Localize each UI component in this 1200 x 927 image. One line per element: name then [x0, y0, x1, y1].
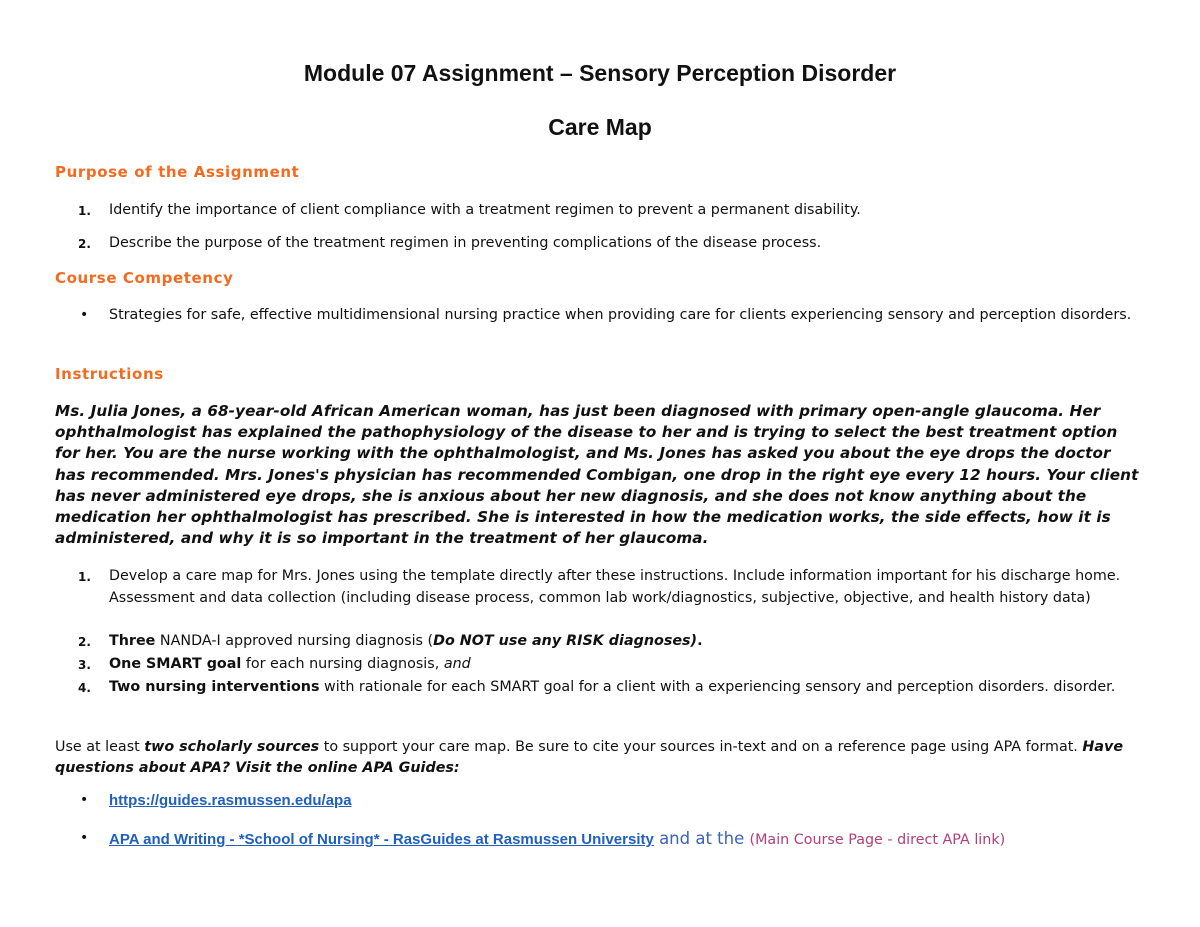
list-number: 3. — [78, 658, 91, 672]
section-heading-instructions: Instructions — [55, 365, 164, 383]
case-scenario: Ms. Julia Jones, a 68-year-old African American woman, has just been diagnosed with primary open-angle glaucoma. Her ophthalmologist has explained the pathophysiology of the disease to her and is trying to select the best treatment option for her. You are the nurse working with the ophthalmologist, and Ms. Jones has asked you about the eye drops the doctor has recommended. Mrs. Jones's physician has recommended Combigan, one drop in the right eye every 12 hours. Your client has never administered eye drops, she is anxious about her new diagnosis, and she does not know anything about the medication her ophthalmologist has prescribed. She is interested in how the medication works, the side effects, how it is administered, and why it is so important in the treatment of her glaucoma. — [55, 402, 1139, 548]
list-number: 2. — [78, 237, 91, 251]
emphasis-text: Three — [109, 633, 156, 649]
list-item-text — [109, 654, 1149, 676]
bullet-icon: • — [80, 830, 89, 846]
bullet-icon: • — [80, 792, 89, 808]
list-item-text: Identify the importance of client compliance with a treatment regimen to prevent a permanent disability. — [109, 202, 861, 218]
emphasis-text: Have questions about APA? Visit the online APA Guides: — [55, 739, 1124, 776]
plain-text: and at the — [653, 829, 750, 848]
plain-text: for each nursing diagnosis, — [241, 656, 444, 672]
list-number: 4. — [78, 681, 91, 695]
list-number: 1. — [78, 204, 91, 218]
emphasis-text: One SMART goal — [109, 656, 242, 672]
emphasis-text: and — [443, 656, 471, 672]
list-item-text: Strategies for safe, effective multidimensional nursing practice when providing care for clients experiencing sensory and perception disorders. — [109, 307, 1132, 323]
list-number: 2. — [78, 635, 91, 649]
emphasis-text: Two nursing interventions — [109, 679, 320, 695]
section-heading-purpose: Purpose of the Assignment — [55, 163, 300, 181]
plain-text: NANDA-I approved nursing diagnosis ( — [155, 633, 434, 649]
apa-writing-link[interactable]: APA and Writing - *School of Nursing* - RasGuides at Rasmussen University — [109, 831, 654, 848]
apa-guide-link[interactable]: https://guides.rasmussen.edu/apa — [109, 792, 352, 809]
emphasis-text: . — [697, 633, 703, 649]
section-heading-competency: Course Competency — [55, 269, 234, 287]
emphasis-text: two scholarly sources — [144, 739, 320, 755]
list-item-text: Describe the purpose of the treatment regimen in preventing complications of the disease process. — [109, 235, 822, 251]
list-item-text — [109, 677, 1149, 699]
bullet-icon: • — [80, 307, 89, 323]
plain-text: Use at least — [55, 739, 145, 755]
list-number: 1. — [78, 570, 91, 584]
document-subtitle: Care Map — [548, 114, 652, 140]
course-page-link-text[interactable]: (Main Course Page - direct APA link) — [749, 832, 1006, 848]
sources-paragraph — [55, 737, 1145, 779]
plain-text: with rationale for each SMART goal for a client with a experiencing sensory and perception disorders. disorder. — [319, 679, 1116, 695]
emphasis-text: Do NOT use any RISK diagnoses) — [433, 633, 698, 649]
plain-text: to support your care map. Be sure to cite your sources in-text and on a reference page using APA format. — [319, 739, 1083, 755]
list-item-text — [109, 631, 1149, 653]
list-item-text: Develop a care map for Mrs. Jones using the template directly after these instructions. Include information important for his discharge home. Assessment and data collection (including disease process, common lab work/diagnostics, subjective, objective, and health history data) — [109, 568, 1121, 606]
document-title: Module 07 Assignment – Sensory Perception Disorder — [303, 60, 897, 86]
